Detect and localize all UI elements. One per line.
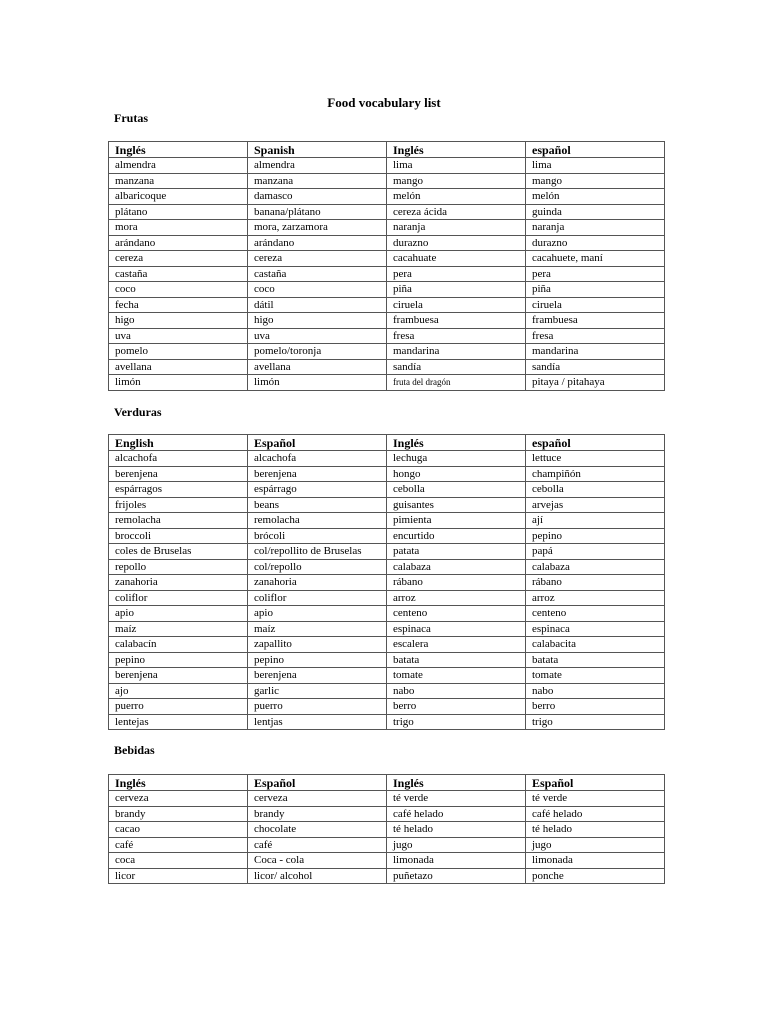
- table-cell: jugo: [526, 837, 665, 853]
- table-cell: limonada: [526, 853, 665, 869]
- table-row: [109, 606, 665, 622]
- table-row: [109, 822, 665, 838]
- table-cell: frambuesa: [526, 313, 665, 329]
- table-cell: café: [109, 837, 248, 853]
- table-cell: lechuga: [387, 451, 526, 467]
- table-cell: lima: [387, 158, 526, 174]
- table-cell: berenjena: [109, 466, 248, 482]
- table-row: [109, 158, 665, 174]
- table-cell: lentejas: [109, 714, 248, 730]
- table-row: [109, 497, 665, 513]
- table-cell: cereza: [248, 251, 387, 267]
- column-header: Inglés: [387, 775, 526, 791]
- table-row: [109, 204, 665, 220]
- table-cell: arroz: [526, 590, 665, 606]
- table-cell: lentjas: [248, 714, 387, 730]
- table-cell: puerro: [109, 699, 248, 715]
- column-header: Inglés: [387, 142, 526, 158]
- column-header: español: [526, 435, 665, 451]
- table-row: [109, 266, 665, 282]
- table-row: [109, 482, 665, 498]
- table-cell: col/repollito de Bruselas: [248, 544, 387, 560]
- table-cell: ají: [526, 513, 665, 529]
- table-cell: apio: [109, 606, 248, 622]
- table-row: [109, 528, 665, 544]
- table-cell: repollo: [109, 559, 248, 575]
- table-cell: espárragos: [109, 482, 248, 498]
- table-cell: coca: [109, 853, 248, 869]
- table-cell: trigo: [526, 714, 665, 730]
- table-row: [109, 544, 665, 560]
- table-cell: limonada: [387, 853, 526, 869]
- table-cell: brandy: [109, 806, 248, 822]
- table-row: [109, 621, 665, 637]
- table-row: [109, 251, 665, 267]
- table-row: [109, 806, 665, 822]
- table-cell: calabacín: [109, 637, 248, 653]
- table-cell: pera: [387, 266, 526, 282]
- table-cell: coco: [248, 282, 387, 298]
- table-row: [109, 683, 665, 699]
- column-header: Inglés: [109, 775, 248, 791]
- table-cell: té verde: [526, 791, 665, 807]
- table-cell: batata: [387, 652, 526, 668]
- table-cell: sandía: [526, 359, 665, 375]
- table-row: [109, 652, 665, 668]
- table-row: [109, 235, 665, 251]
- table-row: [109, 559, 665, 575]
- table-row: [109, 189, 665, 205]
- table-cell: cacao: [109, 822, 248, 838]
- table-row: [109, 714, 665, 730]
- table-cell: mandarina: [387, 344, 526, 360]
- table-cell: arvejas: [526, 497, 665, 513]
- table-cell: coco: [109, 282, 248, 298]
- table-cell: piña: [526, 282, 665, 298]
- table-row: [109, 668, 665, 684]
- table-cell: fecha: [109, 297, 248, 313]
- table-cell: fresa: [387, 328, 526, 344]
- table-row: [109, 220, 665, 236]
- table-cell: pera: [526, 266, 665, 282]
- table-header-row: [109, 435, 665, 451]
- table-cell: limón: [248, 375, 387, 391]
- table-cell: mora: [109, 220, 248, 236]
- table-cell: alcachofa: [248, 451, 387, 467]
- table-cell: escalera: [387, 637, 526, 653]
- table-cell: almendra: [109, 158, 248, 174]
- table-row: [109, 637, 665, 653]
- table-cell: espárrago: [248, 482, 387, 498]
- section-title-verduras: Verduras: [114, 405, 162, 419]
- table-cell: avellana: [109, 359, 248, 375]
- table-cell: cacahuate: [387, 251, 526, 267]
- table-cell: calabacita: [526, 637, 665, 653]
- table-cell: garlic: [248, 683, 387, 699]
- table-cell: piña: [387, 282, 526, 298]
- table-cell: manzana: [109, 173, 248, 189]
- table-cell: trigo: [387, 714, 526, 730]
- column-header: Inglés: [387, 435, 526, 451]
- section-title-bebidas: Bebidas: [114, 743, 155, 757]
- table-cell: cerveza: [109, 791, 248, 807]
- table-cell: castaña: [248, 266, 387, 282]
- table-row: [109, 575, 665, 591]
- table-cell: té helado: [526, 822, 665, 838]
- table-cell: almendra: [248, 158, 387, 174]
- table-row: [109, 466, 665, 482]
- table-cell: mango: [526, 173, 665, 189]
- column-header: Español: [248, 775, 387, 791]
- table-row: [109, 513, 665, 529]
- table-cell: té verde: [387, 791, 526, 807]
- table-row: [109, 282, 665, 298]
- table-cell: jugo: [387, 837, 526, 853]
- table-cell: cereza: [109, 251, 248, 267]
- table-cell: papá: [526, 544, 665, 560]
- table-cell: centeno: [387, 606, 526, 622]
- table-cell: albaricoque: [109, 189, 248, 205]
- table-cell: licor: [109, 868, 248, 884]
- table-cell: plátano: [109, 204, 248, 220]
- table-cell: castaña: [109, 266, 248, 282]
- table-cell: frijoles: [109, 497, 248, 513]
- table-cell: rábano: [526, 575, 665, 591]
- table-cell: broccoli: [109, 528, 248, 544]
- table-cell: coles de Bruselas: [109, 544, 248, 560]
- table-header-row: [109, 142, 665, 158]
- table-cell: lima: [526, 158, 665, 174]
- document-title: Food vocabulary list: [327, 95, 441, 110]
- table-cell: té helado: [387, 822, 526, 838]
- table-cell: remolacha: [109, 513, 248, 529]
- column-header: Inglés: [109, 142, 248, 158]
- table-cell: zanahoria: [109, 575, 248, 591]
- table-cell: higo: [109, 313, 248, 329]
- table-bebidas: [108, 774, 665, 884]
- table-cell: berenjena: [248, 466, 387, 482]
- table-cell: ciruela: [526, 297, 665, 313]
- table-cell: pimienta: [387, 513, 526, 529]
- table-cell: puñetazo: [387, 868, 526, 884]
- table-cell: col/repollo: [248, 559, 387, 575]
- table-cell: ponche: [526, 868, 665, 884]
- table-cell: espinaca: [387, 621, 526, 637]
- table-cell: mango: [387, 173, 526, 189]
- table-cell: pepino: [526, 528, 665, 544]
- table-cell: melón: [526, 189, 665, 205]
- table-cell: calabaza: [387, 559, 526, 575]
- table-cell: encurtido: [387, 528, 526, 544]
- table-cell: cebolla: [387, 482, 526, 498]
- table-cell: zanahoria: [248, 575, 387, 591]
- table-cell: pitaya / pitahaya: [526, 375, 665, 391]
- table-cell: arándano: [109, 235, 248, 251]
- table-cell: berenjena: [248, 668, 387, 684]
- table-cell: guisantes: [387, 497, 526, 513]
- table-cell: cereza ácida: [387, 204, 526, 220]
- section-title-frutas: Frutas: [114, 111, 148, 125]
- column-header: English: [109, 435, 248, 451]
- table-row: [109, 837, 665, 853]
- table-cell: nabo: [526, 683, 665, 699]
- table-row: [109, 699, 665, 715]
- table-cell: avellana: [248, 359, 387, 375]
- table-cell: sandía: [387, 359, 526, 375]
- table-cell: naranja: [387, 220, 526, 236]
- table-row: [109, 375, 665, 391]
- table-cell: zapallito: [248, 637, 387, 653]
- table-cell: guinda: [526, 204, 665, 220]
- table-cell: dátil: [248, 297, 387, 313]
- table-cell: brandy: [248, 806, 387, 822]
- table-cell: calabaza: [526, 559, 665, 575]
- table-cell: melón: [387, 189, 526, 205]
- table-cell: puerro: [248, 699, 387, 715]
- table-cell: maíz: [109, 621, 248, 637]
- table-cell: Coca - cola: [248, 853, 387, 869]
- table-cell: centeno: [526, 606, 665, 622]
- column-header: Español: [526, 775, 665, 791]
- column-header: Español: [248, 435, 387, 451]
- table-cell: coliflor: [248, 590, 387, 606]
- table-verduras: [108, 434, 665, 730]
- table-cell: patata: [387, 544, 526, 560]
- table-row: [109, 359, 665, 375]
- table-cell: rábano: [387, 575, 526, 591]
- table-row: [109, 344, 665, 360]
- table-cell: damasco: [248, 189, 387, 205]
- table-row: [109, 853, 665, 869]
- table-row: [109, 590, 665, 606]
- table-cell: frambuesa: [387, 313, 526, 329]
- table-cell: coliflor: [109, 590, 248, 606]
- table-cell: pepino: [109, 652, 248, 668]
- table-cell: pomelo: [109, 344, 248, 360]
- table-row: [109, 328, 665, 344]
- table-cell: tomate: [387, 668, 526, 684]
- table-header-row: [109, 775, 665, 791]
- table-row: [109, 297, 665, 313]
- table-cell: naranja: [526, 220, 665, 236]
- table-row: [109, 173, 665, 189]
- table-cell: brócoli: [248, 528, 387, 544]
- table-cell: berro: [387, 699, 526, 715]
- table-cell: beans: [248, 497, 387, 513]
- table-cell: durazno: [526, 235, 665, 251]
- table-cell: higo: [248, 313, 387, 329]
- table-cell: manzana: [248, 173, 387, 189]
- table-cell: cerveza: [248, 791, 387, 807]
- table-cell: fresa: [526, 328, 665, 344]
- table-cell: pomelo/toronja: [248, 344, 387, 360]
- column-header: Spanish: [248, 142, 387, 158]
- table-cell: café helado: [387, 806, 526, 822]
- table-cell: berenjena: [109, 668, 248, 684]
- table-cell: café helado: [526, 806, 665, 822]
- table-cell: durazno: [387, 235, 526, 251]
- table-cell: ciruela: [387, 297, 526, 313]
- table-cell: licor/ alcohol: [248, 868, 387, 884]
- table-cell: chocolate: [248, 822, 387, 838]
- table-cell: batata: [526, 652, 665, 668]
- table-cell: apio: [248, 606, 387, 622]
- table-cell: ajo: [109, 683, 248, 699]
- table-row: [109, 313, 665, 329]
- table-cell: nabo: [387, 683, 526, 699]
- table-cell: arroz: [387, 590, 526, 606]
- table-cell: café: [248, 837, 387, 853]
- table-cell: arándano: [248, 235, 387, 251]
- table-cell: berro: [526, 699, 665, 715]
- table-cell: cebolla: [526, 482, 665, 498]
- table-cell: limón: [109, 375, 248, 391]
- table-row: [109, 868, 665, 884]
- table-cell: remolacha: [248, 513, 387, 529]
- table-cell: espinaca: [526, 621, 665, 637]
- table-cell: alcachofa: [109, 451, 248, 467]
- table-cell: fruta del dragón: [387, 375, 526, 391]
- table-cell: cacahuete, maní: [526, 251, 665, 267]
- table-cell: uva: [109, 328, 248, 344]
- column-header: español: [526, 142, 665, 158]
- table-cell: pepino: [248, 652, 387, 668]
- table-cell: champiñón: [526, 466, 665, 482]
- table-cell: banana/plátano: [248, 204, 387, 220]
- table-frutas: [108, 141, 665, 391]
- table-cell: mora, zarzamora: [248, 220, 387, 236]
- table-row: [109, 451, 665, 467]
- table-cell: maíz: [248, 621, 387, 637]
- table-cell: tomate: [526, 668, 665, 684]
- table-cell: lettuce: [526, 451, 665, 467]
- table-cell: uva: [248, 328, 387, 344]
- table-cell: mandarina: [526, 344, 665, 360]
- table-cell: hongo: [387, 466, 526, 482]
- table-row: [109, 791, 665, 807]
